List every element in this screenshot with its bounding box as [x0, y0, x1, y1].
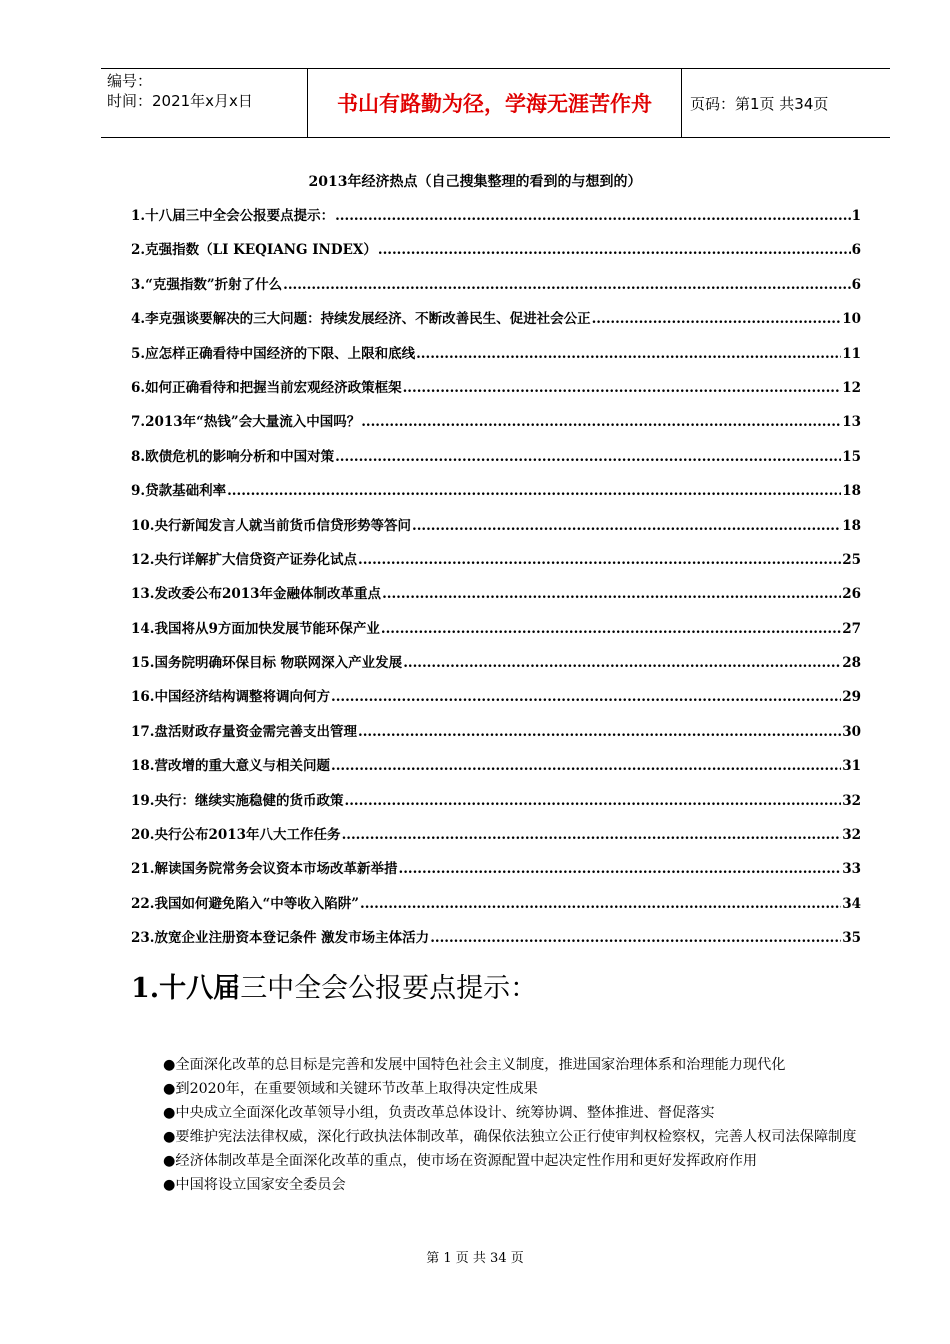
toc-leader-dots — [592, 311, 842, 327]
toc-entry-page[interactable]: 28 — [842, 655, 861, 672]
toc-entry-title[interactable]: 13.发改委公布2013年金融体制改革重点 — [131, 586, 382, 603]
toc-entry-page[interactable]: 25 — [842, 551, 861, 568]
toc-leader-dots — [378, 242, 851, 258]
toc-entry[interactable] — [131, 238, 861, 272]
toc-leader-dots — [335, 449, 841, 465]
toc-leader-dots — [331, 689, 841, 705]
header-page-info: 页码：第1页 共34页 — [690, 94, 829, 113]
toc-entry[interactable] — [131, 342, 861, 376]
toc-entry-title[interactable]: 1.十八届三中全会公报要点提示： — [131, 208, 335, 224]
toc-entry-title[interactable]: 15.国务院明确环保目标 物联网深入产业发展 — [131, 655, 403, 672]
toc-leader-dots — [430, 930, 841, 946]
toc-entry-page[interactable]: 27 — [842, 620, 861, 637]
toc-entry-title[interactable]: 18.营改增的重大意义与相关问题 — [131, 758, 330, 775]
toc-entry[interactable] — [131, 754, 861, 788]
bullet-item: ●中央成立全面深化改革领导小组，负责改革总体设计、统筹协调、整体推进、督促落实 — [163, 1105, 715, 1121]
document-title: 2013年经济热点（自己搜集整理的看到的与想到的） — [308, 174, 642, 190]
toc-entry-page[interactable]: 30 — [842, 723, 861, 740]
toc-entry-title[interactable]: 22.我国如何避免陷入“中等收入陷阱” — [131, 895, 360, 912]
toc-entry-page[interactable]: 34 — [842, 895, 861, 912]
toc-leader-dots — [360, 896, 841, 912]
toc-entry-page[interactable]: 12 — [842, 379, 861, 396]
toc-entry-title[interactable]: 10.央行新闻发言人就当前货币信贷形势等答问 — [131, 517, 411, 534]
toc-leader-dots — [335, 208, 851, 224]
toc-entry-page[interactable]: 6 — [851, 276, 861, 293]
toc-entry[interactable] — [131, 892, 861, 926]
toc-entry-title[interactable]: 2.克强指数（LI KEQIANG INDEX） — [131, 242, 377, 259]
toc-leader-dots — [382, 586, 841, 602]
toc-entry[interactable] — [131, 514, 861, 548]
toc-entry[interactable] — [131, 479, 861, 513]
bullet-item: ●要维护宪法法律权威，深化行政执法体制改革，确保依法独立公正行使审判权检察权，完善人权司法保障制度 — [163, 1129, 857, 1145]
toc-leader-dots — [416, 346, 841, 362]
time-label: 时间：2021年x月x日 — [107, 92, 253, 110]
toc-entry-page[interactable]: 10 — [842, 311, 861, 328]
toc-entry-page[interactable]: 6 — [851, 242, 861, 259]
toc-entry[interactable] — [131, 789, 861, 823]
toc-entry[interactable] — [131, 685, 861, 719]
toc-entry-page[interactable]: 15 — [842, 448, 861, 465]
bullet-item: ●经济体制改革是全面深化改革的重点，使市场在资源配置中起决定性作用和更好发挥政府作用 — [163, 1153, 758, 1169]
toc-entry-page[interactable]: 18 — [842, 517, 861, 534]
toc-entry-page[interactable]: 13 — [842, 414, 861, 431]
toc-entry[interactable] — [131, 823, 861, 857]
page-footer: 第 1 页 共 34 页 — [426, 1251, 524, 1266]
toc-entry-page[interactable]: 1 — [851, 208, 861, 224]
toc-leader-dots — [381, 621, 841, 637]
toc-entry-page[interactable]: 35 — [842, 930, 861, 947]
toc-entry-page[interactable]: 18 — [842, 483, 861, 500]
toc-entry-title[interactable]: 20.央行公布2013年八大工作任务 — [131, 827, 341, 844]
toc-entry[interactable] — [131, 204, 861, 238]
toc-leader-dots — [358, 724, 841, 740]
bullet-item: ●到2020年，在重要领域和关键环节改革上取得决定性成果 — [163, 1081, 538, 1097]
toc-entry-title[interactable]: 17.盘活财政存量资金需完善支出管理 — [131, 723, 357, 740]
toc-entry[interactable] — [131, 376, 861, 410]
toc-entry-title[interactable]: 23.放宽企业注册资本登记条件 激发市场主体活力 — [131, 930, 430, 947]
toc-entry-title[interactable]: 14.我国将从9方面加快发展节能环保产业 — [131, 620, 380, 637]
toc-entry[interactable] — [131, 926, 861, 960]
toc-entry-title[interactable]: 3.“克强指数”折射了什么 — [131, 276, 283, 293]
toc-entry-page[interactable]: 32 — [842, 827, 861, 844]
bullet-item: ●中国将设立国家安全委员会 — [163, 1177, 346, 1193]
section-heading — [131, 966, 537, 1005]
toc-entry-page[interactable]: 31 — [842, 758, 861, 775]
header-motto: 书山有路勤为径，学海无涯苦作舟 — [308, 69, 682, 137]
page-header — [101, 68, 890, 138]
toc-leader-dots — [345, 793, 842, 809]
table-of-contents — [131, 204, 861, 961]
toc-leader-dots — [342, 827, 842, 843]
section-heading-text: 三中全会公报要点提示： — [240, 973, 538, 1004]
toc-leader-dots — [358, 552, 841, 568]
toc-entry-title[interactable]: 8.欧债危机的影响分析和中国对策 — [131, 448, 335, 465]
toc-entry[interactable] — [131, 720, 861, 754]
section-heading-number: 1.十八届 — [131, 973, 241, 1004]
toc-entry-page[interactable]: 33 — [842, 861, 861, 878]
header-meta — [101, 69, 308, 137]
toc-entry-title[interactable]: 19.央行：继续实施稳健的货币政策 — [131, 792, 344, 809]
toc-entry-title[interactable]: 7.2013年“热钱”会大量流入中国吗？ — [131, 414, 361, 431]
toc-entry[interactable] — [131, 857, 861, 891]
toc-entry-title[interactable]: 4.李克强谈要解决的三大问题：持续发展经济、不断改善民生、促进社会公正 — [131, 311, 591, 328]
toc-entry-page[interactable]: 11 — [842, 345, 861, 362]
toc-entry-page[interactable]: 29 — [842, 689, 861, 706]
toc-entry-title[interactable]: 9.贷款基础利率 — [131, 483, 227, 500]
toc-entry[interactable] — [131, 548, 861, 582]
toc-entry-title[interactable]: 16.中国经济结构调整将调向何方 — [131, 689, 330, 706]
toc-leader-dots — [331, 758, 841, 774]
toc-entry[interactable] — [131, 617, 861, 651]
toc-entry[interactable] — [131, 582, 861, 616]
number-label: 编号： — [107, 72, 153, 90]
toc-leader-dots — [361, 414, 841, 430]
toc-entry-page[interactable]: 32 — [842, 792, 861, 809]
toc-leader-dots — [412, 518, 841, 534]
bullet-item: ●全面深化改革的总目标是完善和发展中国特色社会主义制度，推进国家治理体系和治理能力现代化 — [163, 1057, 786, 1073]
bullet-list — [131, 1053, 861, 1197]
toc-entry[interactable] — [131, 445, 861, 479]
toc-entry-page[interactable]: 26 — [842, 586, 861, 603]
toc-entry[interactable] — [131, 307, 861, 341]
toc-leader-dots — [399, 861, 842, 877]
toc-leader-dots — [403, 655, 841, 671]
toc-leader-dots — [227, 483, 841, 499]
toc-entry-title[interactable]: 6.如何正确看待和把握当前宏观经济政策框架 — [131, 379, 402, 396]
toc-entry-title[interactable]: 5.应怎样正确看待中国经济的下限、上限和底线 — [131, 345, 416, 362]
toc-entry[interactable] — [131, 651, 861, 685]
toc-entry[interactable] — [131, 273, 861, 307]
toc-leader-dots — [403, 380, 842, 396]
toc-leader-dots — [283, 277, 850, 293]
toc-entry-title[interactable]: 21.解读国务院常务会议资本市场改革新举措 — [131, 861, 398, 878]
toc-entry[interactable] — [131, 410, 861, 444]
toc-entry-title[interactable]: 12.央行详解扩大信贷资产证券化试点 — [131, 551, 357, 568]
